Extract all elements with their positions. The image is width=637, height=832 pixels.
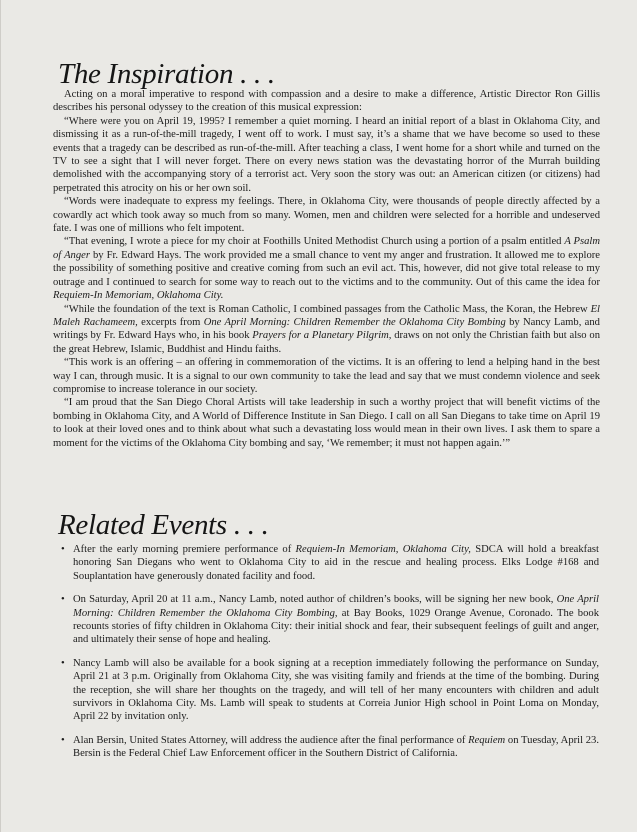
italic-title: Requiem xyxy=(468,734,506,746)
text-run: “Words were inadequate to express my feelings. There, in Oklahoma City, were thousands of people directly affected by a cowardly act which took away so much from so many. Women, men and children were selected for a horrible and undeserved fate. I was one of millions who felt impotent. xyxy=(53,196,600,235)
text-run: Alan Bersin, United States Attorney, will address the audience after the final performance of xyxy=(73,734,469,746)
text-run: by Nancy Lamb, and writings by Fr. Edward Hays who, in his book xyxy=(53,316,600,342)
event-item xyxy=(61,593,599,647)
text-run: “I am proud that the San Diego Choral Artists will take leadership in such a worthy project that will benefit victims of the bombing in Oklahoma City, and A World of Difference Institute in San Diego. I call on all San Diegans to take time on April 19 to look at their loved ones and to think about what such a devastating loss would mean in their own lives. I ask them to spare a moment for the victims of the Oklahoma City bombing and say, ‘We remember; it must not happen again.’” xyxy=(53,397,600,449)
italic-title: Prayers for a Planetary Pilgrim, xyxy=(252,330,392,342)
text-run: SDCA will hold a breakfast honoring San Diegans who went to Oklahoma City to aid in the rescue and healing process. Elks Lodge #168 and Souplantation have generously donated facility and food. xyxy=(73,544,599,582)
italic-title: El Maleh Rachameem, xyxy=(53,303,600,328)
text-run: “Where were you on April 19, 1995? I remember a quiet morning. I heard an initial report of a blast in Oklahoma City, and dismissing it as a run-of-the-mill tragedy, I went off to work. I must say, it’s a shame that we have become so used to these events that a tragedy can be described as run-of-the-mill. After teaching a class, I went home for a short while and turned on the TV to see a sight that I will never forget. There on every news station was the devastating horror of the Murrah building demolished with the accompanying story of a terrorist act. Very soon the story was out: an American citizen (or citizens) had perpetrated this atrocity on his or her own soil. xyxy=(53,115,600,194)
italic-title: A Psalm of Anger xyxy=(53,236,600,261)
inspiration-paragraph xyxy=(53,235,600,302)
inspiration-paragraph xyxy=(53,303,600,357)
text-run: on Tuesday, April 23. Bersin is the Federal Chief Law Enforcement officer in the Southern District of California. xyxy=(73,734,599,760)
text-run: Acting on a moral imperative to respond with compassion and a desire to make a difference, Artistic Director Ron Gillis describes his personal odyssey to the creation of this musical expression: xyxy=(53,89,600,114)
text-run: Nancy Lamb will also be available for a book signing at a reception immediately following the performance on Sunday, April 21 at 3 p.m. Originally from Oklahoma City, she was visiting family and friends at the time of the bombing. During the reception, she will share her thoughts on the tragedy, and will tell of her many encounters with children and adult survivors in Oklahoma City. Ms. Lamb will speak to students at Correia Junior High school in Point Loma on Monday, April 22 by invitation only. xyxy=(73,657,599,723)
inspiration-paragraph xyxy=(53,195,600,235)
inspiration-paragraph xyxy=(53,88,600,115)
italic-title: One April Morning: Children Remember the Oklahoma City Bombing, xyxy=(73,594,599,619)
text-run: at Bay Books, 1029 Orange Avenue, Coronado. The book recounts stories of fifty children in Oklahoma City: their initial shock and fear, their subsequent feelings of guilt and anger, and ultimately their sense of hope and healing. xyxy=(73,607,599,646)
text-run: by Fr. Edward Hays. The work provided me a small chance to vent my anger and frustration. It allowed me to explore the possibility of something positive and creative coming from such an evil act. This, however, did not give total release to my outrage and I continued to search for some way to reach out to the victims and to the community. Out of this came the idea for xyxy=(53,249,600,288)
inspiration-heading: The Inspiration . . . xyxy=(58,58,275,90)
related-events-list xyxy=(61,543,599,771)
event-item xyxy=(61,657,599,724)
text-run: “That evening, I wrote a piece for my choir at Foothills United Methodist Church using a portion of a psalm entitled xyxy=(64,236,565,248)
text-run: On Saturday, April 20 at 11 a.m., Nancy Lamb, noted author of children’s books, will be signing her new book, xyxy=(73,594,557,606)
text-run: “While the foundation of the text is Roman Catholic, I combined passages from the Catholic Mass, the Koran, the Hebrew xyxy=(64,303,591,315)
inspiration-paragraph xyxy=(53,396,600,450)
related-events-heading: Related Events . . . xyxy=(58,509,269,541)
bullet-icon: • xyxy=(61,734,65,746)
event-item xyxy=(61,734,599,761)
inspiration-body xyxy=(53,88,600,450)
text-run: “This work is an offering – an offering in commemoration of the victims. It is an offering to lend a helping hand in the best way I can, through music. It is a signal to our own community to take the lead and say that we must condemn violence and seek compromise to increase tolerance in our society. xyxy=(53,357,600,395)
inspiration-paragraph xyxy=(53,356,600,396)
text-run: After the early morning premiere performance of xyxy=(73,544,296,555)
italic-title: One April Morning: Children Remember the Oklahoma City Bombing xyxy=(203,316,506,328)
text-run: excerpts from xyxy=(137,316,204,328)
bullet-icon: • xyxy=(61,594,65,606)
bullet-icon: • xyxy=(61,657,65,669)
text-run: draws on not only the Christian faith but also on the great Hebrew, Islamic, Buddhist and Hindu faiths. xyxy=(53,330,600,355)
italic-title: Requiem-In Memoriam, Oklahoma City. xyxy=(53,290,224,302)
bullet-icon: • xyxy=(61,544,65,555)
inspiration-paragraph xyxy=(53,115,600,195)
event-item xyxy=(61,543,599,583)
italic-title: Requiem-In Memoriam, Oklahoma City, xyxy=(295,544,471,555)
